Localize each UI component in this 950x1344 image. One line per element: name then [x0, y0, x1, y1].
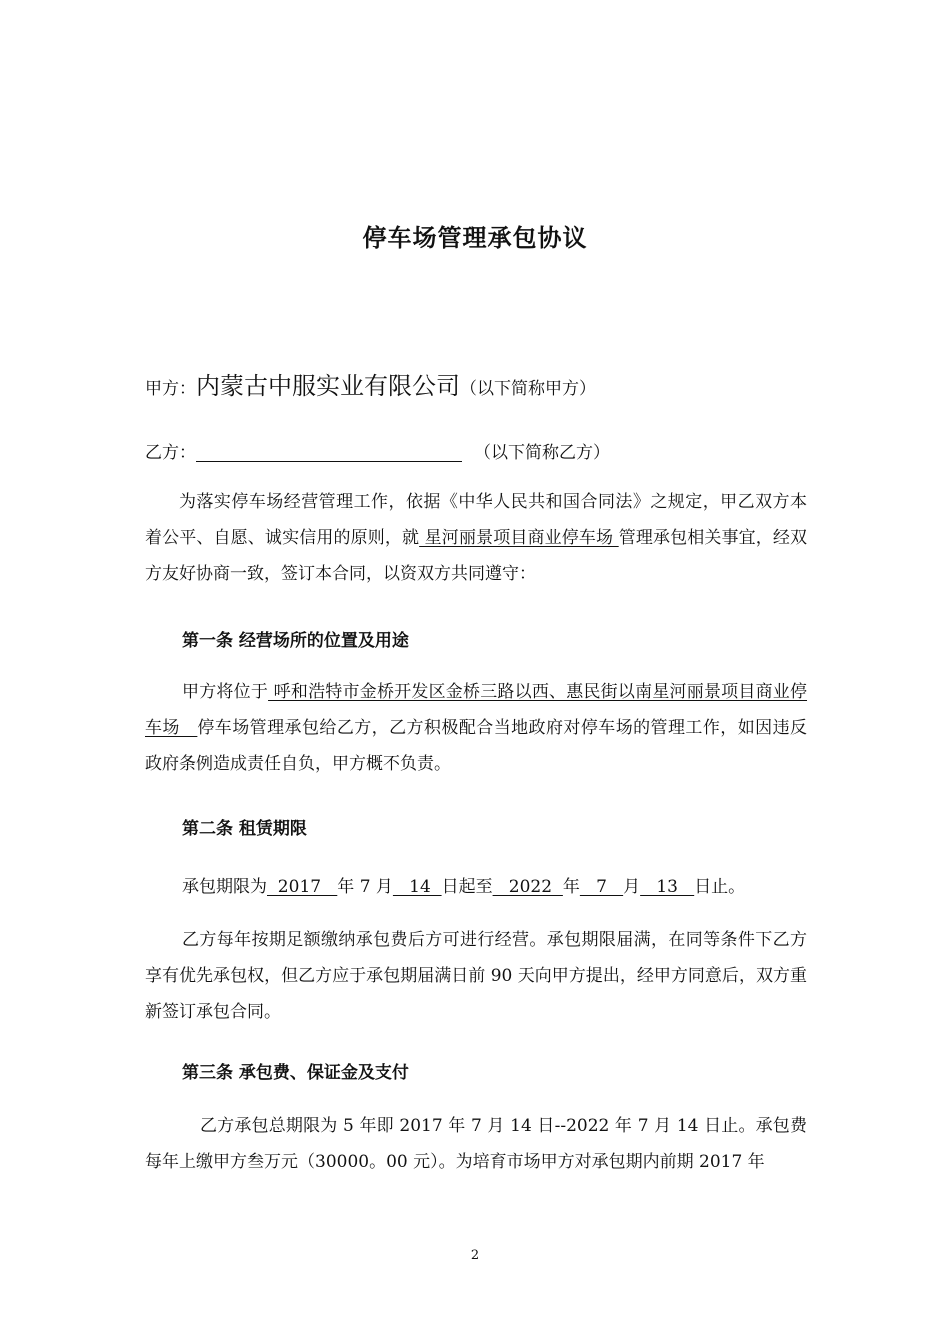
term-prefix: 承包期限为 [182, 877, 267, 897]
party-a-line [145, 366, 596, 401]
party-a-name: 内蒙古中服实业有限公司 [196, 372, 460, 400]
article-2-term-line [182, 872, 745, 897]
party-a-note: （以下简称甲方） [460, 379, 596, 399]
intro-text-1: 为落实停车场经营管理工作，依据《中华人民共和国合同法》之规定，甲乙双方本着公平、自愿、诚实信用的原则，就 [145, 492, 807, 548]
term-text-5: 日止。 [694, 877, 746, 897]
term-start-year: 2017 [267, 877, 338, 897]
article-2-heading: 第二条 租赁期限 [182, 819, 307, 839]
article-1-paragraph [145, 674, 807, 782]
intro-project-name: 星河丽景项目商业停车场 [419, 528, 619, 548]
article-2-paragraph: 乙方每年按期足额缴纳承包费后方可进行经营。承包期限届满，在同等条件下乙方享有优先承包权，但乙方应于承包期届满日前 90 天向甲方提出，经甲方同意后，双方重新签订承包合同。 [145, 930, 807, 1022]
intro-paragraph [145, 484, 807, 592]
party-b-blank-field [196, 443, 462, 462]
article-1-location: 呼和浩特市金桥开发区金桥三路以西、惠民街以南星河丽景项目商业停车场 [145, 682, 808, 738]
article-1-text-2: 停车场管理承包给乙方，乙方积极配合当地政府对停车场的管理工作，如因违反政府条例造成责任自负，甲方概不负责。 [145, 718, 808, 774]
term-end-month: 7 [579, 877, 624, 897]
term-end-day: 13 [640, 877, 695, 897]
document-title: 停车场管理承包协议 [362, 223, 588, 252]
party-b-line [145, 438, 610, 463]
term-start-day: 14 [392, 877, 442, 897]
term-end-year: 2022 [492, 877, 563, 897]
article-3-paragraph: 乙方承包总期限为 5 年即 2017 年 7 月 14 日--2022 年 7 月 14 日止。承包费每年上缴甲方叁万元（30000。00 元）。为培育市场甲方对承包期内前期 2017 年 [145, 1116, 807, 1172]
term-text-2: 日起至 [441, 877, 493, 897]
term-text-1: 年 7 月 [337, 877, 393, 897]
party-a-label: 甲方： [145, 379, 196, 399]
article-1-heading: 第一条 经营场所的位置及用途 [182, 631, 409, 651]
term-text-4: 月 [623, 877, 641, 897]
term-text-3: 年 [562, 877, 580, 897]
page-number: 2 [470, 1248, 480, 1263]
party-b-label: 乙方： [145, 443, 196, 463]
article-1-text-1: 甲方将位于 [182, 682, 269, 702]
intro-text-2: 管理承包相关事宜，经双方友好协商一致，签订本合同，以资双方共同遵守： [145, 528, 808, 584]
party-b-note: （以下简称乙方） [474, 443, 610, 463]
article-3-heading: 第三条 承包费、保证金及支付 [182, 1063, 409, 1083]
